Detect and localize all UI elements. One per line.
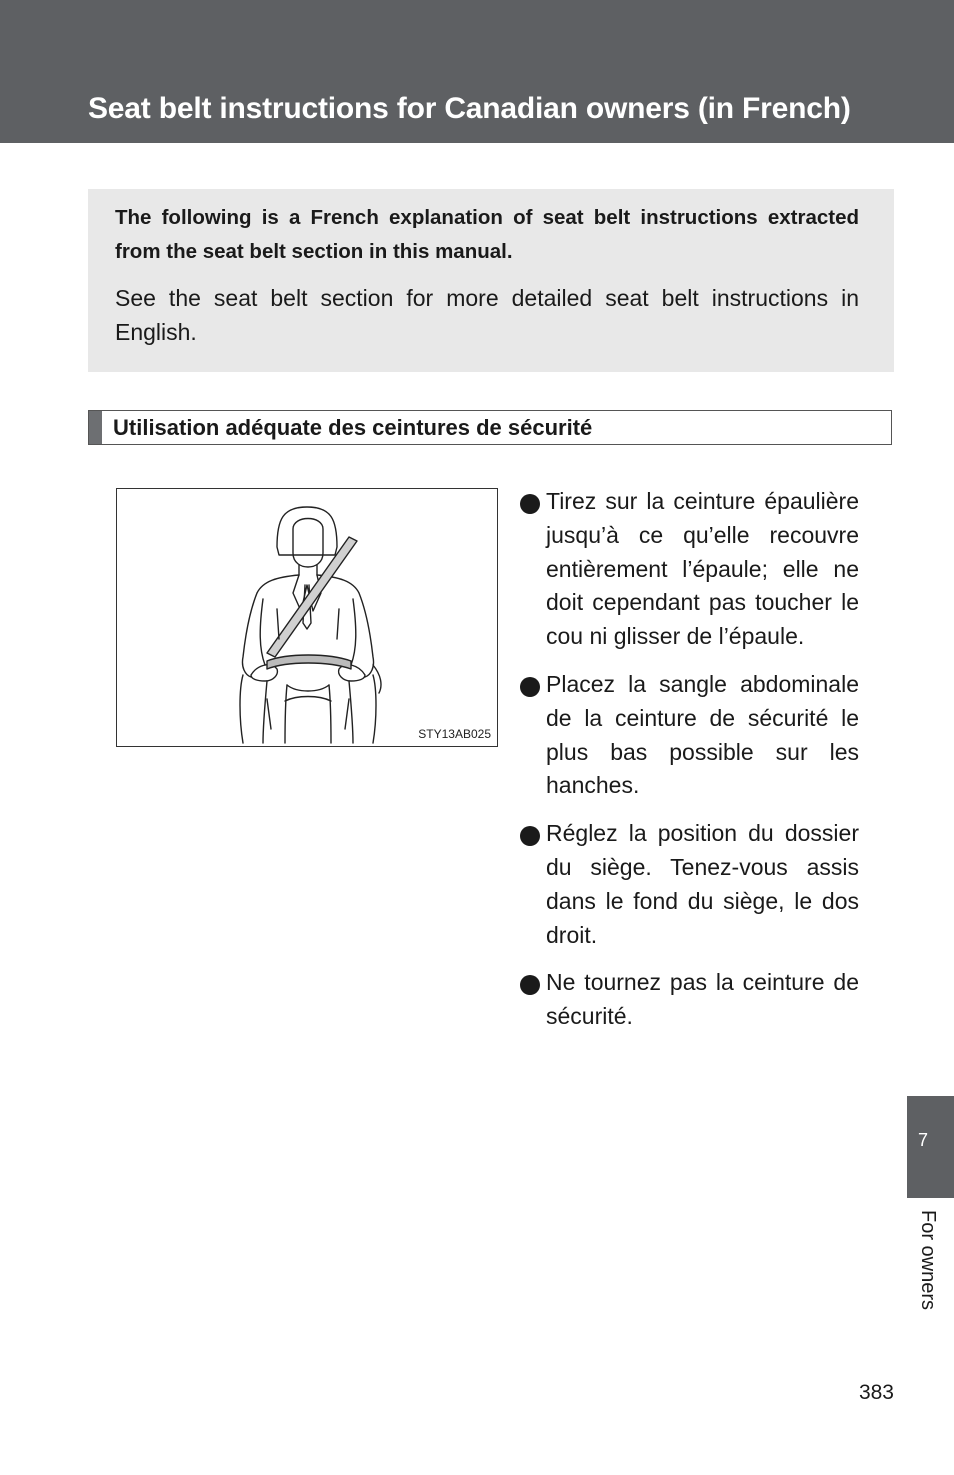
intro-normal-text: See the seat belt section for more detailed seat belt instructions in English.: [115, 285, 859, 345]
list-item-text: Ne tournez pas la ceinture de sécurité.: [546, 969, 859, 1030]
list-item: [520, 966, 859, 1034]
bullet-icon: [520, 494, 540, 514]
section-heading-bar: [89, 411, 102, 444]
seated-person-icon: [117, 489, 497, 746]
bullet-icon: [520, 677, 540, 697]
bullet-icon: [520, 826, 540, 846]
section-heading: [88, 410, 892, 445]
instruction-list: [520, 485, 859, 1048]
figure-code: STY13AB025: [418, 727, 491, 741]
intro-box: [88, 189, 894, 372]
page-title: Seat belt instructions for Canadian owners (in French): [88, 92, 851, 125]
list-item-text: Réglez la position du dossier du siège. Tenez-vous assis dans le fond du siège, le dos droit.: [546, 820, 859, 948]
list-item: [520, 817, 859, 952]
seat-belt-illustration: [116, 488, 498, 747]
bullet-icon: [520, 975, 540, 995]
chapter-tab: [907, 1096, 954, 1198]
list-item: [520, 668, 859, 803]
page-header: [0, 0, 954, 143]
chapter-label: For owners: [917, 1210, 939, 1311]
section-title: Utilisation adéquate des ceintures de sécurité: [113, 415, 593, 440]
list-item: [520, 485, 859, 654]
list-item-text: Tirez sur la ceinture épaulière jusqu’à ce qu’elle recouvre entièrement l’épaule; elle ne doit cependant pas toucher le cou ni glisser de l’épaule.: [546, 488, 859, 650]
page-number: 383: [858, 1381, 894, 1404]
list-item-text: Placez la sangle abdominale de la ceinture de sécurité le plus bas possible sur les hanches.: [546, 670, 859, 799]
intro-bold-text: The following is a French explanation of seat belt instructions extracted from the seat belt section in this manual.: [115, 206, 859, 263]
chapter-number: 7: [917, 1130, 928, 1150]
